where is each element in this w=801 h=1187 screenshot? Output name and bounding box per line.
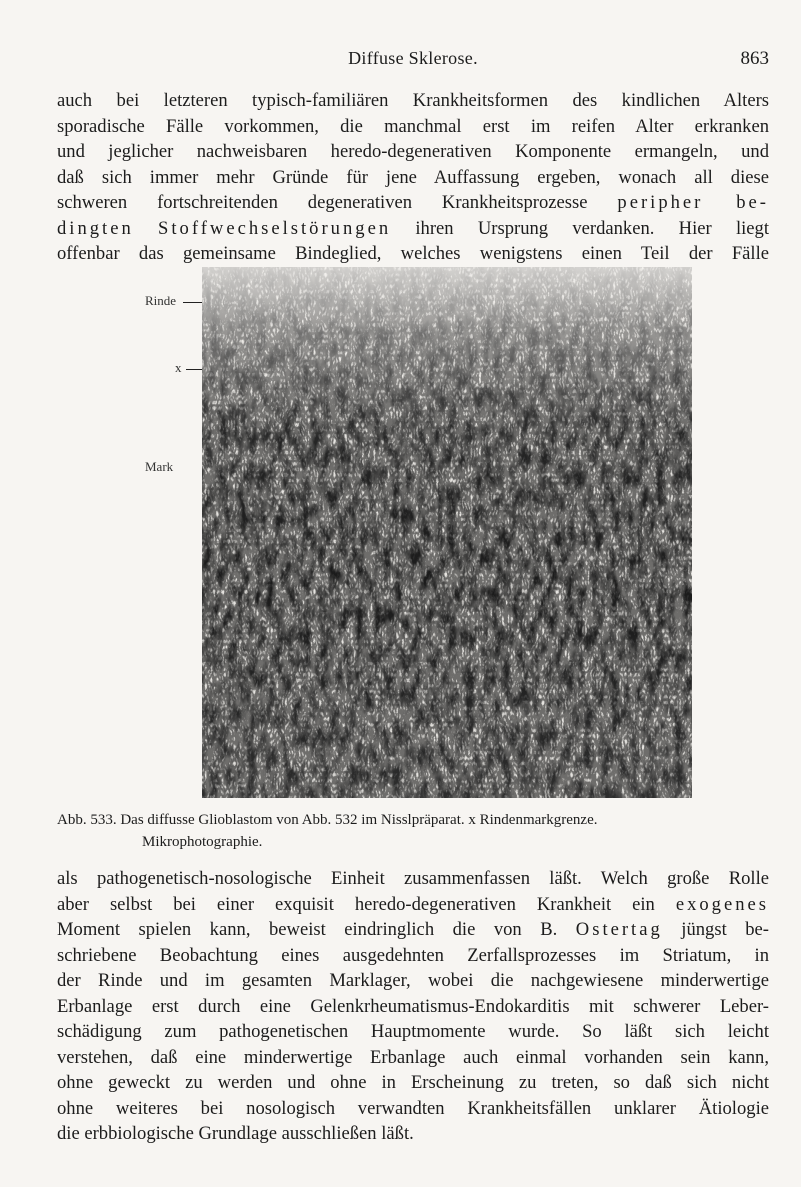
emphasized-text: exogenes	[675, 893, 769, 915]
text-segment: jüngst be-	[681, 919, 769, 940]
text-line: und jeglicher nachweisbaren heredo-degenerativen Komponente ermangeln, und	[57, 141, 769, 162]
emphasized-text: Ostertag	[575, 919, 663, 940]
text-line: daß sich immer mehr Gründe für jene Auffassung ergeben, wonach all diese	[57, 166, 769, 188]
text-line: ohne weiteres bei nosologisch verwandten Krankheitsfällen unklarer Ätiologie	[57, 1097, 769, 1119]
text-line	[57, 216, 769, 242]
running-title: Diffuse Sklerose.	[348, 48, 478, 68]
emphasized-text: Stoffwechselstörungen	[158, 217, 392, 239]
caption-line: Mikrophotographie.	[142, 834, 263, 850]
page-number: 863	[740, 48, 769, 69]
text-line: die erbbiologische Grundlage ausschließen läßt.	[57, 1123, 414, 1144]
text-line: Erbanlage erst durch eine Gelenkrheumatismus-Endokarditis mit schwerer Leber-	[57, 995, 769, 1017]
text-line: sporadische Fälle vorkommen, die manchmal erst im reifen Alter erkranken	[57, 115, 769, 137]
text-line: der Rinde und im gesamten Marklager, wobei die nachgewiesene minderwertige	[57, 970, 769, 991]
figure-caption	[57, 809, 769, 853]
caption-line: Abb. 533. Das diffusse Glioblastom von Abb. 532 im Nisslpräparat. x Rindenmarkgrenze.	[57, 812, 598, 828]
label-x: x	[175, 360, 182, 375]
text-line	[57, 190, 769, 216]
text-line: verstehen, daß eine minderwertige Erbanlage auch einmal vorhanden sein kann,	[57, 1046, 769, 1068]
text-line: auch bei letzteren typisch-familiären Krankheitsformen des kindlichen Alters	[57, 90, 769, 111]
text-line	[57, 917, 769, 943]
emphasized-text: peripher be-	[617, 192, 769, 213]
text-segment: schweren fortschreitenden degenerativen Krankheitsprozesse	[57, 192, 588, 213]
text-line: offenbar das gemeinsame Bindeglied, welches wenigstens einen Teil der Fälle	[57, 243, 769, 264]
text-line: schädigung zum pathogenetischen Hauptmomente wurde. So läßt sich leicht	[57, 1021, 769, 1042]
text-segment: aber selbst bei einer exquisit heredo-degenerativen Krankheit ein	[57, 893, 655, 915]
paragraph-top	[57, 88, 769, 267]
micrograph-image	[202, 267, 692, 798]
label-rinde: Rinde	[145, 293, 177, 308]
text-segment: ihren Ursprung verdanken. Hier liegt	[415, 217, 770, 239]
text-line: als pathogenetisch-nosologische Einheit zusammenfassen läßt. Welch große Rolle	[57, 868, 769, 889]
emphasized-text: dingten	[57, 217, 134, 239]
figure-micrograph	[145, 263, 705, 803]
text-line: schriebene Beobachtung eines ausgedehnten Zerfallsprozesses im Striatum, in	[57, 944, 769, 966]
text-line: ohne geweckt zu werden und ohne in Erscheinung zu treten, so daß sich nicht	[57, 1072, 769, 1093]
label-mark: Mark	[145, 459, 174, 474]
text-segment: Moment spielen kann, beweist eindringlich die von B.	[57, 919, 558, 940]
paragraph-bottom	[57, 866, 769, 1147]
page-header	[57, 48, 769, 76]
text-line	[57, 892, 769, 918]
